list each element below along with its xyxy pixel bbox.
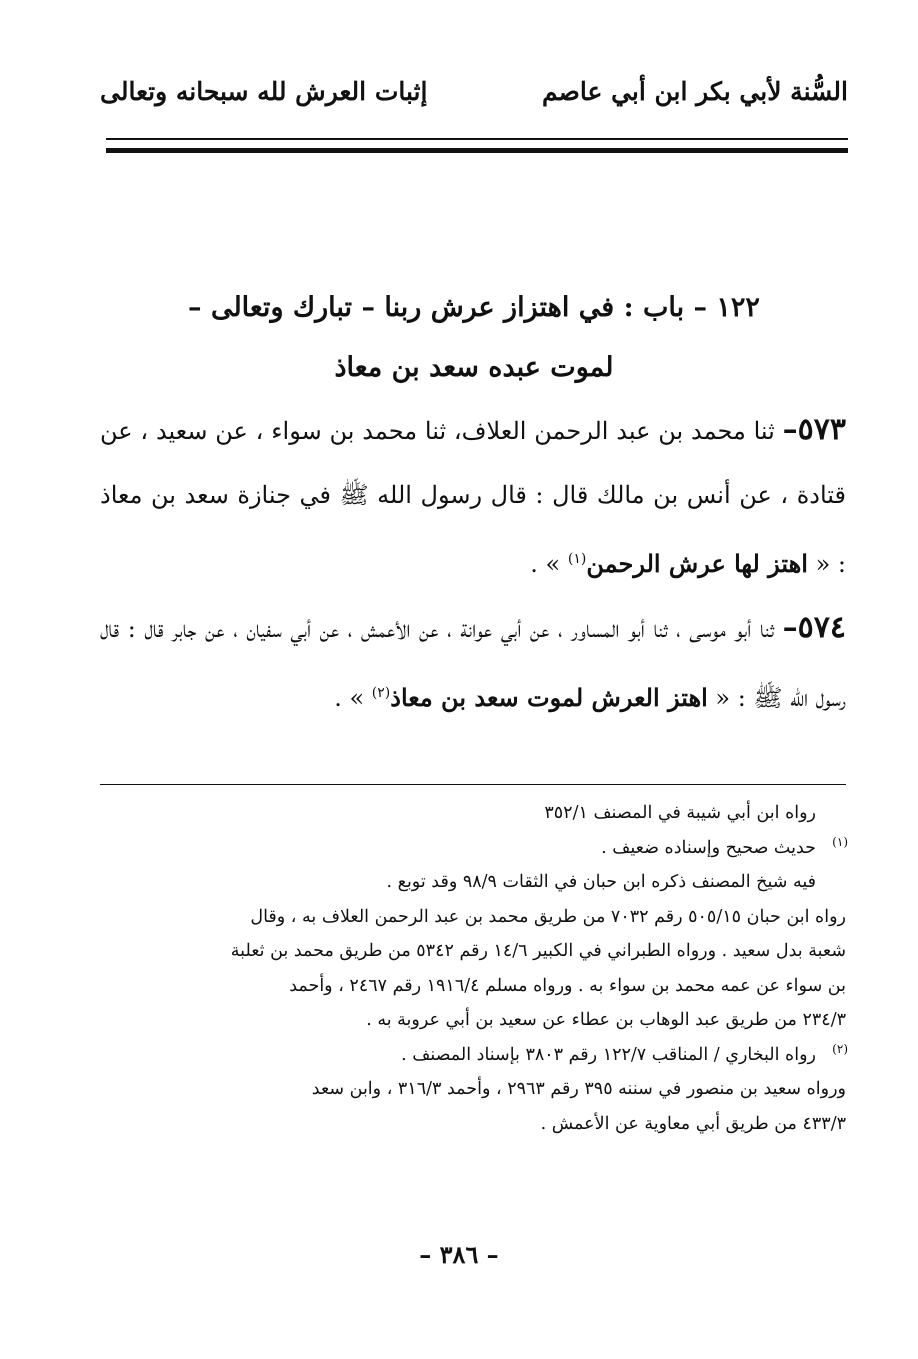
book-title: السُّنة لأبي بكر ابن أبي عاصم (541, 76, 848, 106)
hadith-matn: اهتز العرش لموت سعد بن معاذ (390, 683, 708, 712)
footnote-marker-2: (٢) (832, 1041, 848, 1056)
footnote-line: بن سواء عن عمه محمد بن سواء به . ورواه مسلم ١٩١٦/٤ رقم ٢٤٦٧ ، وأحمد (289, 975, 846, 996)
hadith-574 (100, 596, 846, 730)
section-title: إثبات العرش لله سبحانه وتعالى (100, 76, 428, 106)
running-header (100, 66, 848, 116)
footnotes (100, 796, 846, 1141)
hadith-matn: اهتز لها عرش الرحمن (586, 549, 808, 578)
chapter-heading (100, 278, 848, 398)
chapter-heading-line-2: لموت عبده سعد بن معاذ (334, 352, 614, 383)
footnote-text: رواه البخاري / المناقب ١٢٢/٧ رقم ٣٨٠٣ بإسناد المصنف . (401, 1044, 816, 1065)
footnote-line: ٤٣٣/٣ من طريق أبي معاوية عن الأعمش . (540, 1113, 846, 1134)
footnote-text: حديث صحيح وإسناده ضعيف . (601, 837, 816, 858)
hadith-isnad: ثنا أبو موسى ، ثنا أبو المساور ، عن أبي عوانة ، عن الأعمش ، عن أبي سفيان ، عن جابر قال : قال رسول الله ﷺ : « (100, 615, 846, 712)
footnote-marker-1: (١) (832, 834, 848, 849)
header-rule-thin (106, 138, 848, 140)
header-rule-thick (106, 148, 848, 153)
footnote-line: شعبة بدل سعيد . ورواه الطبراني في الكبير ١٤/٦ رقم ٥٣٤٢ من طريق محمد بن ثعلبة (230, 941, 846, 961)
hadith-isnad: ثنا محمد بن عبد الرحمن العلاف، ثنا محمد بن سواء ، عن سعيد ، عن قتادة ، عن أنس بن مالك قال : قال رسول الله ﷺ في جنازة سعد بن معاذ : « (100, 417, 846, 578)
hadith-number: ٥٧٤– (782, 610, 846, 645)
hadith-number: ٥٧٣– (782, 412, 846, 447)
hadith-573 (100, 398, 846, 596)
footnote-line: ورواه سعيد بن منصور في سننه ٣٩٥ رقم ٢٩٦٣ ، وأحمد ٣١٦/٣ ، وابن سعد (311, 1079, 846, 1099)
footnote-line: رواه ابن حبان ٥٠٥/١٥ رقم ٧٠٣٢ من طريق محمد بن عبد الرحمن العلاف به ، وقال (250, 906, 846, 927)
hadith-closing: » . (530, 550, 568, 578)
footnote-line (100, 831, 846, 866)
footnote-line: فيه شيخ المصنف ذكره ابن حبان في الثقات ٩٨/٩ وقد توبع . (386, 872, 816, 892)
footnote-line: ٢٣٤/٣ من طريق عبد الوهاب بن عطاء عن سعيد بن أبي عروبة به . (366, 1010, 846, 1030)
hadith-closing: » . (334, 684, 372, 712)
chapter-heading-line-1: ١٢٢ – باب : في اهتزاز عرش ربنا – تبارك وتعالى – (188, 292, 760, 323)
footnote-line (100, 1038, 846, 1073)
footnote-line: رواه ابن أبي شيبة في المصنف ٣٥٢/١ (544, 803, 816, 823)
hadith-text-block (100, 398, 846, 730)
footnote-reference[interactable]: (١) (567, 551, 587, 567)
footnote-reference[interactable]: (٢) (371, 685, 391, 701)
page-number: – ٣٨٦ – (419, 1240, 499, 1269)
footnote-separator (100, 784, 846, 785)
